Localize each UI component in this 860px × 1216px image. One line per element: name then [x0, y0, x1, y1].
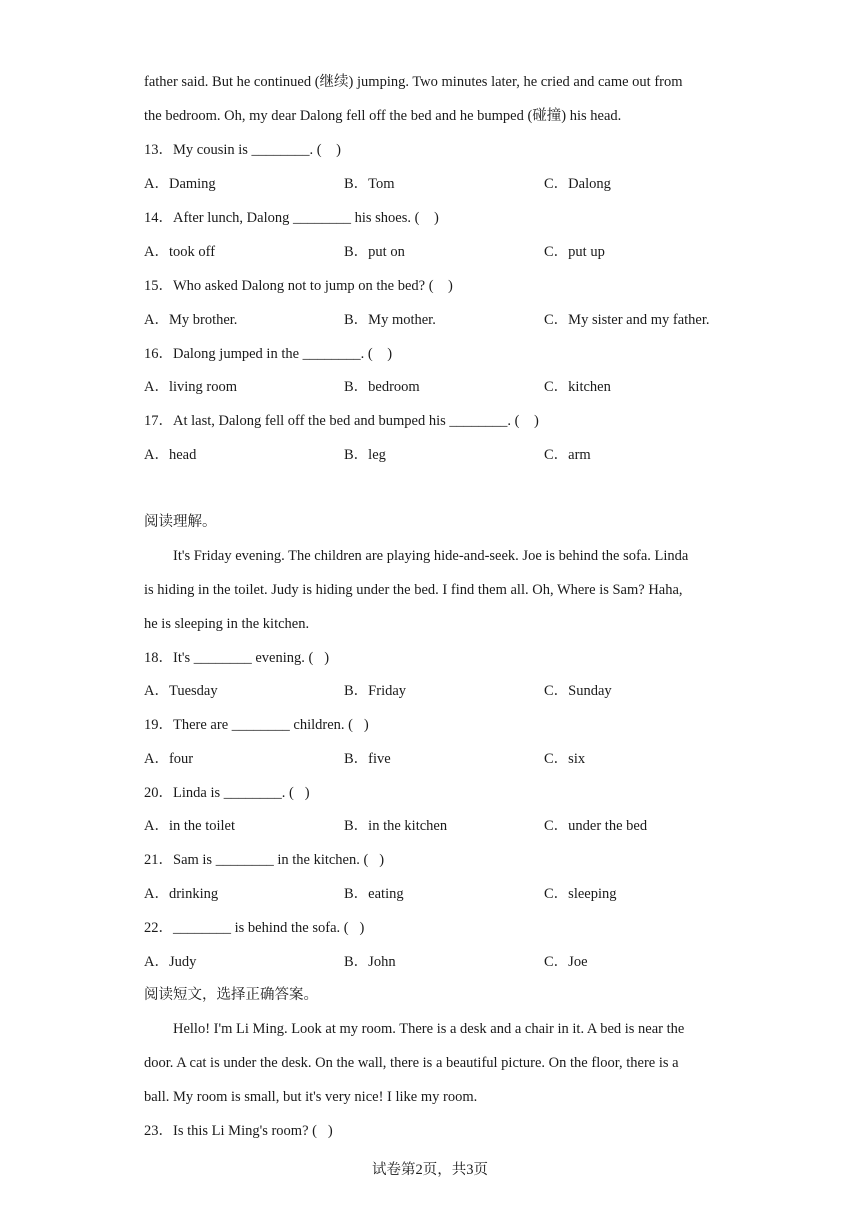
- question-19-option-a: A．four: [144, 751, 194, 767]
- question-21-option-c: C．sleeping: [544, 886, 617, 902]
- question-18-stem: 18．It's ________ evening. ( ): [144, 650, 330, 666]
- question-15-option-a: A．My brother.: [144, 312, 238, 328]
- passage-line: father said. But he continued (继续) jumping. Two minutes later, he cried and came out from: [144, 74, 683, 90]
- question-20-stem: 20．Linda is ________. ( ): [144, 785, 310, 801]
- question-18-option-b: B．Friday: [344, 683, 407, 699]
- question-21-option-b: B．eating: [344, 886, 404, 902]
- question-17-stem: 17．At last, Dalong fell off the bed and bumped his ________. ( ): [144, 413, 539, 429]
- passage-line: Hello! I'm Li Ming. Look at my room. There is a desk and a chair in it. A bed is near the: [173, 1021, 685, 1037]
- question-17-option-a: A．head: [144, 447, 197, 463]
- section-3-title: 阅读短文，选择正确答案。: [144, 987, 318, 1003]
- question-23-stem: 23．Is this Li Ming's room? ( ): [144, 1123, 333, 1139]
- passage-line: is hiding in the toilet. Judy is hiding under the bed. I find them all. Oh, Where is Sam? Haha,: [144, 582, 683, 598]
- question-16-stem: 16．Dalong jumped in the ________. ( ): [144, 346, 393, 362]
- question-20-option-a: A．in the toilet: [144, 818, 236, 834]
- question-14-option-b: B．put on: [344, 244, 405, 260]
- question-18-option-a: A．Tuesday: [144, 683, 218, 699]
- question-15-stem: 15．Who asked Dalong not to jump on the bed? ( ): [144, 278, 453, 294]
- question-22-option-a: A．Judy: [144, 954, 197, 970]
- section-2-title: 阅读理解。: [144, 514, 217, 530]
- question-14-option-c: C．put up: [544, 244, 605, 260]
- question-13-option-c: C．Dalong: [544, 176, 611, 192]
- question-22-option-c: C．Joe: [544, 954, 588, 970]
- question-17-option-b: B．leg: [344, 447, 386, 463]
- question-16-option-a: A．living room: [144, 379, 238, 395]
- question-21-stem: 21．Sam is ________ in the kitchen. ( ): [144, 852, 385, 868]
- question-16-option-c: C．kitchen: [544, 379, 611, 395]
- question-21-option-a: A．drinking: [144, 886, 219, 902]
- question-19-option-b: B．five: [344, 751, 391, 767]
- passage-line: the bedroom. Oh, my dear Dalong fell off the bed and he bumped (碰撞) his head.: [144, 108, 622, 124]
- question-20-option-b: B．in the kitchen: [344, 818, 448, 834]
- question-19-stem: 19．There are ________ children. ( ): [144, 717, 369, 733]
- question-15-option-b: B．My mother.: [344, 312, 436, 328]
- question-14-option-a: A．took off: [144, 244, 216, 260]
- question-14-stem: 14．After lunch, Dalong ________ his shoes. ( ): [144, 210, 439, 226]
- question-22-option-b: B．John: [344, 954, 396, 970]
- question-13-option-b: B．Tom: [344, 176, 395, 192]
- passage-line: door. A cat is under the desk. On the wall, there is a beautiful picture. On the floor, there is a: [144, 1055, 679, 1071]
- question-19-option-c: C．six: [544, 751, 586, 767]
- page-footer: 试卷第2页，共3页: [372, 1162, 488, 1178]
- question-16-option-b: B．bedroom: [344, 379, 420, 395]
- passage-line: ball. My room is small, but it's very nice! I like my room.: [144, 1089, 478, 1105]
- question-13-stem: 13．My cousin is ________. ( ): [144, 142, 341, 158]
- passage-line: he is sleeping in the kitchen.: [144, 616, 310, 632]
- passage-line: It's Friday evening. The children are playing hide-and-seek. Joe is behind the sofa. Linda: [173, 548, 689, 564]
- question-17-option-c: C．arm: [544, 447, 591, 463]
- question-18-option-c: C．Sunday: [544, 683, 612, 699]
- question-15-option-c: C．My sister and my father.: [544, 312, 710, 328]
- question-13-option-a: A．Daming: [144, 176, 216, 192]
- question-20-option-c: C．under the bed: [544, 818, 648, 834]
- question-22-stem: 22．________ is behind the sofa. ( ): [144, 920, 365, 936]
